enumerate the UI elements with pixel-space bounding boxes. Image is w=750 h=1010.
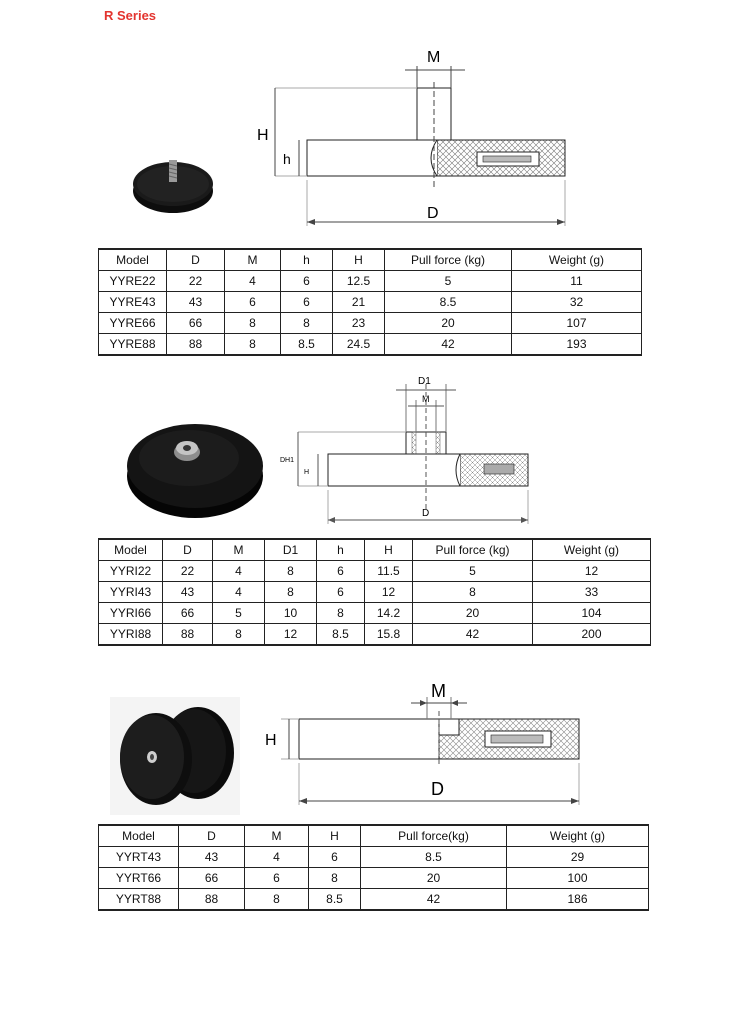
cell: YYRE88 <box>99 334 167 356</box>
cell: 8.5 <box>361 847 507 868</box>
cell: 32 <box>512 292 642 313</box>
cell: 6 <box>317 561 365 582</box>
cell: YYRI66 <box>99 603 163 624</box>
col-header-h: H <box>309 825 361 847</box>
col-header-weight: Weight (g) <box>507 825 649 847</box>
table-header-row <box>99 249 642 271</box>
cell: 12.5 <box>333 271 385 292</box>
technical-drawing-yyri <box>280 370 540 530</box>
dim-label-h: H <box>265 732 277 749</box>
cell: 12 <box>265 624 317 646</box>
col-header-m: M <box>245 825 309 847</box>
cell: 6 <box>317 582 365 603</box>
cell: 104 <box>533 603 651 624</box>
col-header-d: D <box>179 825 245 847</box>
cell: 29 <box>507 847 649 868</box>
technical-drawing-yyre <box>245 40 585 230</box>
cell: 6 <box>245 868 309 889</box>
cell: 88 <box>163 624 213 646</box>
table-row <box>99 313 642 334</box>
cell: 8 <box>317 603 365 624</box>
cell: 107 <box>512 313 642 334</box>
col-header-d1: D1 <box>265 539 317 561</box>
cell: 14.2 <box>365 603 413 624</box>
technical-drawing-yyrt <box>255 675 585 810</box>
table-row <box>99 582 651 603</box>
col-header-h-small: h <box>281 249 333 271</box>
cell: 6 <box>309 847 361 868</box>
spec-table-yyre <box>98 248 642 356</box>
spec-table-yyri <box>98 538 651 646</box>
cell: 8 <box>265 561 317 582</box>
cell: 20 <box>413 603 533 624</box>
dim-label-d1: D1 <box>418 376 431 387</box>
col-header-h: H <box>365 539 413 561</box>
cell: 24.5 <box>333 334 385 356</box>
cell: 12 <box>365 582 413 603</box>
table-row <box>99 847 649 868</box>
cell: 5 <box>213 603 265 624</box>
cell: 8 <box>413 582 533 603</box>
spec-table-yyrt <box>98 824 649 911</box>
cell: 10 <box>265 603 317 624</box>
cell: 11 <box>512 271 642 292</box>
cell: 4 <box>213 582 265 603</box>
cell: 193 <box>512 334 642 356</box>
cell: 66 <box>167 313 225 334</box>
col-header-pull-force: Pull force (kg) <box>413 539 533 561</box>
cell: YYRT66 <box>99 868 179 889</box>
cell: YYRI43 <box>99 582 163 603</box>
cell: 15.8 <box>365 624 413 646</box>
cell: 88 <box>179 889 245 911</box>
cell: 88 <box>167 334 225 356</box>
cell: 33 <box>533 582 651 603</box>
dim-label-d: D <box>431 779 444 799</box>
table-header-row <box>99 825 649 847</box>
cell: 11.5 <box>365 561 413 582</box>
table-row <box>99 292 642 313</box>
cell: 4 <box>225 271 281 292</box>
dim-label-m: M <box>431 681 446 701</box>
dim-label-h-lower: h <box>283 151 291 167</box>
cell: 8.5 <box>317 624 365 646</box>
col-header-pull-force: Pull force (kg) <box>385 249 512 271</box>
cell: 8.5 <box>385 292 512 313</box>
cell: 8 <box>309 868 361 889</box>
col-header-d: D <box>163 539 213 561</box>
cell: 8 <box>265 582 317 603</box>
cell: 200 <box>533 624 651 646</box>
col-header-weight: Weight (g) <box>533 539 651 561</box>
cell: YYRT88 <box>99 889 179 911</box>
cell: YYRI22 <box>99 561 163 582</box>
cell: YYRE66 <box>99 313 167 334</box>
product-photo-through-hole <box>110 697 240 815</box>
cell: 42 <box>385 334 512 356</box>
dim-label-d: D <box>427 205 439 222</box>
cell: 8 <box>245 889 309 911</box>
dim-label-m: M <box>422 394 430 404</box>
cell: 8 <box>225 313 281 334</box>
cell: 12 <box>533 561 651 582</box>
col-header-h-small: h <box>317 539 365 561</box>
dim-label-d: D <box>422 508 430 519</box>
cell: YYRT43 <box>99 847 179 868</box>
dim-label-h-upper: H <box>257 127 269 144</box>
table-header-row <box>99 539 651 561</box>
cell: YYRE22 <box>99 271 167 292</box>
cell: 6 <box>281 292 333 313</box>
cell: 43 <box>163 582 213 603</box>
table-row <box>99 334 642 356</box>
cell: 20 <box>385 313 512 334</box>
cell: 66 <box>179 868 245 889</box>
cell: 43 <box>179 847 245 868</box>
col-header-model: Model <box>99 539 163 561</box>
cell: 20 <box>361 868 507 889</box>
cell: 8.5 <box>281 334 333 356</box>
col-header-model: Model <box>99 249 167 271</box>
table-row <box>99 889 649 911</box>
col-header-m: M <box>213 539 265 561</box>
col-header-d: D <box>167 249 225 271</box>
product-photo-internal-thread <box>115 410 275 525</box>
col-header-model: Model <box>99 825 179 847</box>
dim-label-m: M <box>427 49 441 66</box>
col-header-m: M <box>225 249 281 271</box>
cell: 5 <box>413 561 533 582</box>
cell: 21 <box>333 292 385 313</box>
cell: 22 <box>167 271 225 292</box>
series-title: R Series <box>104 8 157 23</box>
table-row <box>99 868 649 889</box>
cell: 22 <box>163 561 213 582</box>
col-header-weight: Weight (g) <box>512 249 642 271</box>
cell: YYRE43 <box>99 292 167 313</box>
cell: 8.5 <box>309 889 361 911</box>
cell: 8 <box>213 624 265 646</box>
table-row <box>99 561 651 582</box>
cell: 8 <box>225 334 281 356</box>
cell: 23 <box>333 313 385 334</box>
cell: 6 <box>281 271 333 292</box>
col-header-pull-force: Pull force(kg) <box>361 825 507 847</box>
cell: 43 <box>167 292 225 313</box>
cell: 4 <box>245 847 309 868</box>
table-row <box>99 624 651 646</box>
cell: 5 <box>385 271 512 292</box>
product-photo-threaded-stud <box>118 148 228 218</box>
cell: 66 <box>163 603 213 624</box>
cell: YYRI88 <box>99 624 163 646</box>
dim-label-h-upper: DH1 <box>280 457 295 464</box>
cell: 100 <box>507 868 649 889</box>
cell: 186 <box>507 889 649 911</box>
col-header-h: H <box>333 249 385 271</box>
table-row <box>99 271 642 292</box>
cell: 6 <box>225 292 281 313</box>
cell: 42 <box>413 624 533 646</box>
table-row <box>99 603 651 624</box>
cell: 42 <box>361 889 507 911</box>
dim-label-h-lower: H <box>304 469 310 476</box>
cell: 4 <box>213 561 265 582</box>
cell: 8 <box>281 313 333 334</box>
